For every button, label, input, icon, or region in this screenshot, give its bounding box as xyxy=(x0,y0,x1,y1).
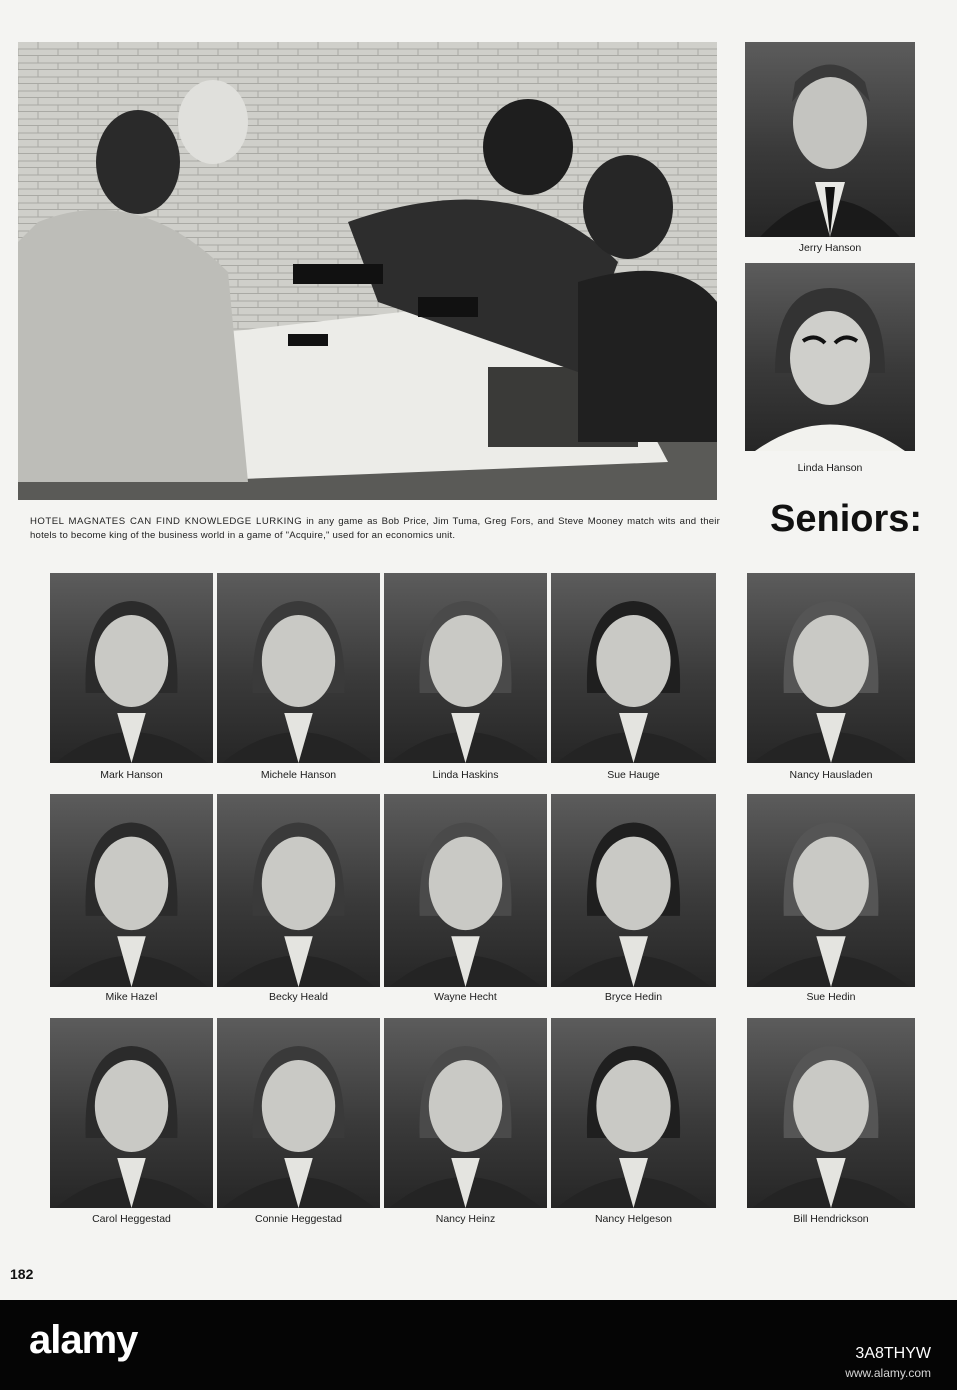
portrait-jerry-hanson xyxy=(745,42,915,237)
portrait-name: Linda Haskins xyxy=(432,769,499,781)
portrait-name: Michele Hanson xyxy=(260,769,337,781)
portrait-name: Becky Heald xyxy=(269,991,328,1003)
alamy-logo: alamy xyxy=(29,1318,138,1362)
portrait-name: Sue Hedin xyxy=(806,991,856,1003)
portrait-photo xyxy=(217,794,380,987)
image-id: 3A8THYW xyxy=(855,1345,931,1362)
site-url: www.alamy.com xyxy=(845,1366,931,1380)
caption-lead: HOTEL MAGNATES CAN FIND KNOWLEDGE LURKING xyxy=(30,516,303,527)
portrait-linda-hanson xyxy=(745,263,915,451)
portrait-name: Nancy Helgeson xyxy=(594,1213,673,1225)
section-heading: Seniors: xyxy=(770,498,923,540)
portrait-photo xyxy=(217,573,380,763)
watermark-footer xyxy=(0,1300,957,1390)
portrait-photo xyxy=(747,573,915,763)
portrait-name: Sue Hauge xyxy=(607,769,660,781)
portrait-photo xyxy=(50,1018,213,1208)
portrait-photo xyxy=(747,1018,915,1208)
portrait-photo xyxy=(384,1018,547,1208)
portrait-name: Jerry Hanson xyxy=(798,242,862,254)
portrait-name: Linda Hanson xyxy=(797,462,863,474)
portrait-photo xyxy=(747,794,915,987)
portrait-name: Wayne Hecht xyxy=(434,991,497,1003)
portrait-name: Bryce Hedin xyxy=(604,991,663,1003)
portrait-name: Connie Heggestad xyxy=(255,1213,342,1225)
portrait-photo xyxy=(551,573,716,763)
portrait-name: Bill Hendrickson xyxy=(793,1213,869,1225)
portrait-name: Carol Heggestad xyxy=(92,1213,171,1225)
portrait-photo xyxy=(551,1018,716,1208)
portrait-photo xyxy=(384,794,547,987)
portrait-photo xyxy=(50,573,213,763)
photo-caption xyxy=(30,515,720,542)
portrait-photo xyxy=(384,573,547,763)
portrait-name: Nancy Hausladen xyxy=(789,769,873,781)
caption-body: in any game as Bob Price, Jim Tuma, Greg Fors, and Steve Mooney match wits and their hotels to become king of the business world in a game of "Acquire," used for an economics unit. xyxy=(30,516,720,541)
portrait-name: Nancy Heinz xyxy=(435,1213,496,1225)
page-number: 182 xyxy=(10,1266,34,1282)
portrait-photo xyxy=(551,794,716,987)
portrait-photo xyxy=(50,794,213,987)
portrait-name: Mike Hazel xyxy=(105,991,158,1003)
group-photo xyxy=(18,42,717,500)
portrait-photo xyxy=(217,1018,380,1208)
portrait-name: Mark Hanson xyxy=(100,769,163,781)
